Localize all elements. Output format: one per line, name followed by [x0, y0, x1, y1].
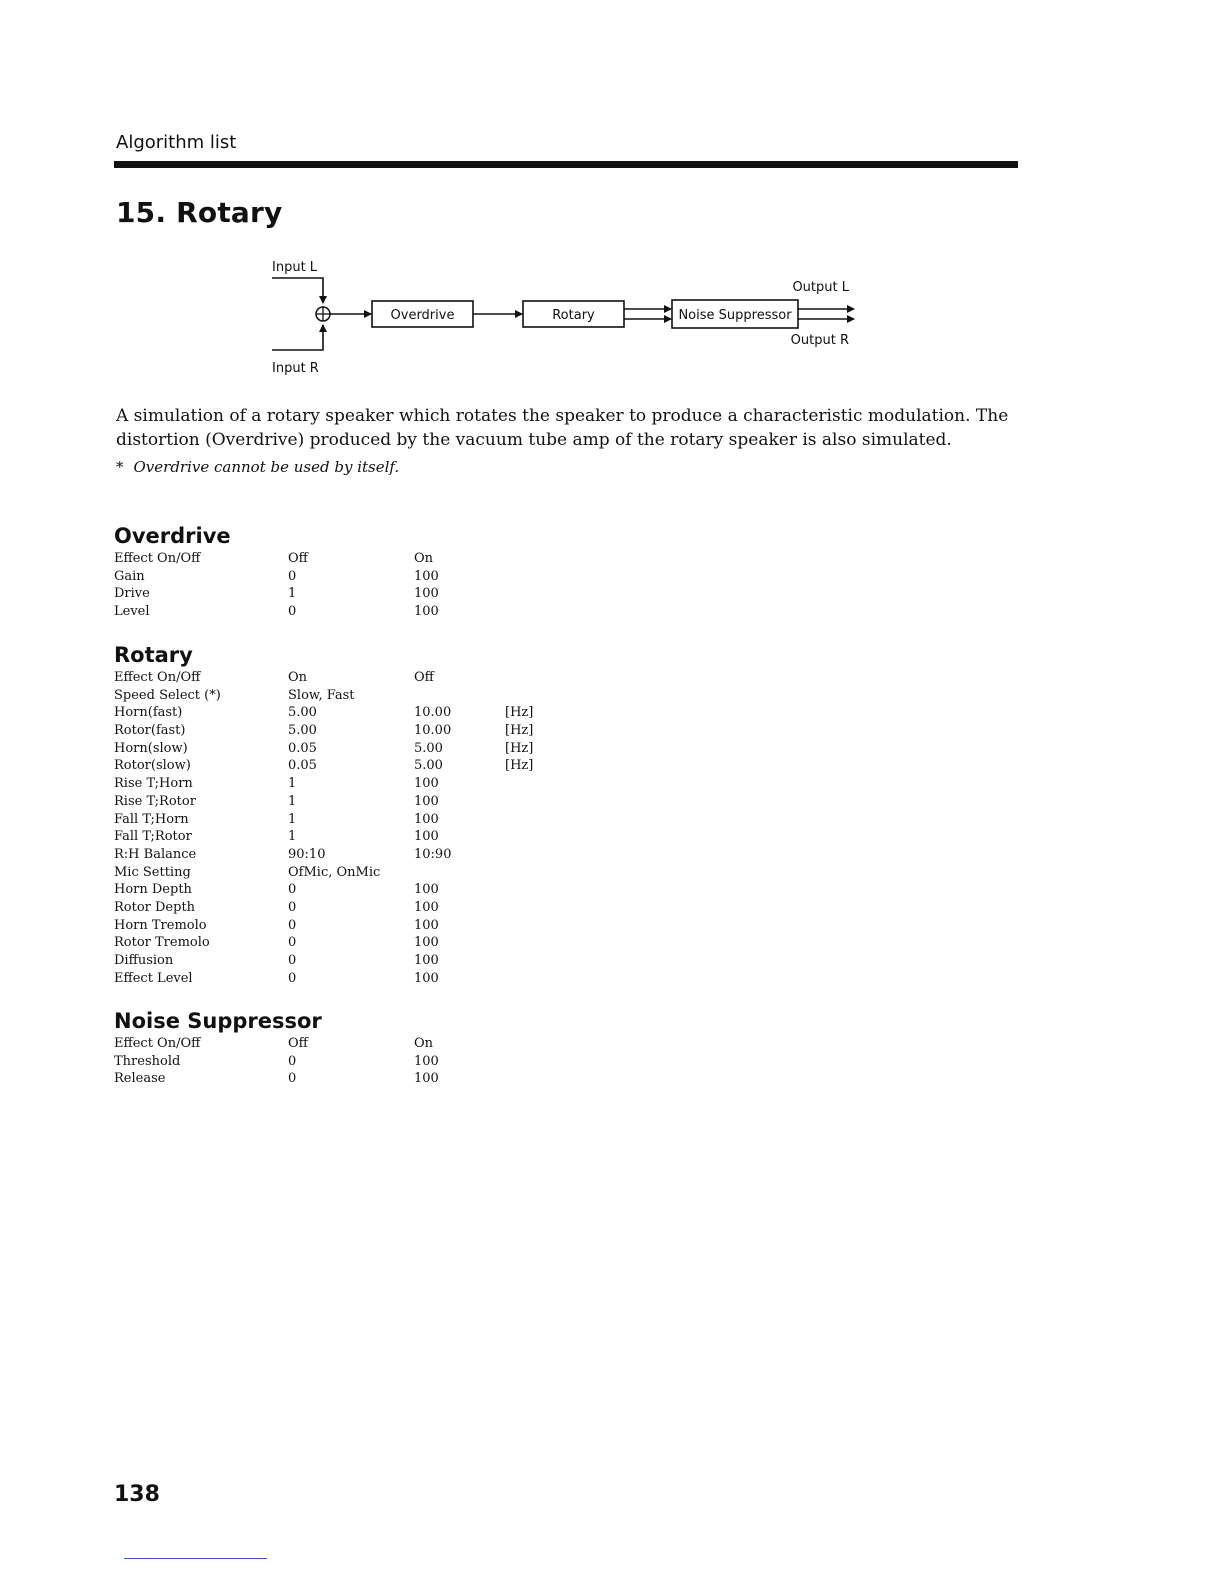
param-min: 0: [288, 935, 297, 951]
param-max: 100: [414, 899, 439, 915]
param-name: Speed Select (*): [114, 687, 221, 703]
param-max: 5.00: [414, 758, 443, 774]
param-min: 1: [288, 829, 297, 845]
param-name: Mic Setting: [114, 864, 191, 880]
param-name: Rise T;Horn: [114, 776, 193, 792]
param-row: [114, 1053, 439, 1071]
param-name: Effect On/Off: [114, 670, 201, 685]
param-row: [114, 846, 452, 864]
param-max: 100: [414, 811, 439, 827]
page-title: 15. Rotary: [116, 196, 283, 229]
param-row: [114, 881, 439, 899]
param-unit: [Hz]: [505, 758, 534, 774]
param-min: 0: [288, 953, 297, 968]
param-min: 0: [288, 1053, 297, 1069]
param-max: 100: [414, 970, 439, 986]
param-row: [114, 899, 439, 917]
param-unit: [Hz]: [505, 723, 534, 739]
param-name: Diffusion: [114, 953, 174, 968]
section-label: Algorithm list: [116, 132, 237, 153]
param-min: 1: [288, 811, 297, 827]
footer-line: [124, 1558, 267, 1559]
section-title: Overdrive: [114, 524, 231, 548]
output-r-label: Output R: [790, 333, 849, 348]
param-min: On: [288, 670, 308, 685]
rotary-block-label: Rotary: [552, 308, 595, 323]
input-l-label: Input L: [272, 260, 318, 275]
param-min: 1: [288, 793, 297, 809]
output-l-label: Output L: [792, 280, 849, 295]
param-name: Horn(fast): [114, 705, 183, 721]
param-max: 100: [414, 935, 439, 951]
note-text: Overdrive cannot be used by itself.: [133, 458, 400, 476]
param-max: 100: [414, 917, 439, 933]
input-r-label: Input R: [272, 361, 319, 376]
param-name: Rotor Tremolo: [114, 935, 210, 951]
param-max: 100: [414, 604, 439, 620]
param-row: [114, 585, 439, 603]
param-max: 100: [414, 829, 439, 845]
param-row: [114, 740, 534, 758]
param-name: Level: [114, 604, 150, 620]
param-min: 0: [288, 899, 297, 915]
param-row: [114, 934, 439, 952]
param-row: [114, 952, 439, 970]
param-unit: [Hz]: [505, 705, 534, 721]
param-min: 0: [288, 604, 297, 620]
param-name: Rotor Depth: [114, 899, 196, 915]
param-max: Off: [414, 670, 434, 685]
overdrive-block-label: Overdrive: [390, 308, 455, 323]
param-row: [114, 793, 439, 811]
param-name: Effect On/Off: [114, 551, 201, 566]
param-min: 5.00: [288, 705, 317, 721]
param-row: [114, 704, 534, 722]
param-row: [114, 757, 534, 775]
param-max: 100: [414, 793, 439, 809]
param-name: Horn(slow): [114, 740, 188, 756]
param-max: 100: [414, 953, 439, 968]
param-name: Horn Tremolo: [114, 917, 207, 933]
param-name: R:H Balance: [114, 846, 197, 862]
section-overdrive: [114, 524, 439, 621]
param-name: Effect On/Off: [114, 1036, 201, 1051]
param-row: [114, 811, 439, 829]
noise-suppressor-block-label: Noise Suppressor: [678, 308, 792, 323]
param-min: Off: [288, 551, 308, 566]
param-row: [114, 828, 439, 846]
param-min: Off: [288, 1036, 308, 1051]
param-name: Threshold: [114, 1053, 181, 1069]
param-row: [114, 864, 381, 882]
param-max: 100: [414, 882, 439, 898]
param-max: 100: [414, 586, 439, 602]
param-row: [114, 917, 439, 935]
param-max: On: [414, 551, 434, 566]
param-min: 1: [288, 586, 297, 602]
input-r-wire: [272, 325, 323, 350]
param-min: 0: [288, 1071, 297, 1087]
param-name: Horn Depth: [114, 882, 192, 898]
param-unit: [Hz]: [505, 740, 534, 756]
section-rotary: [114, 643, 534, 987]
param-row: [114, 1035, 434, 1053]
param-name: Drive: [114, 586, 150, 602]
param-row: [114, 568, 439, 586]
note: [116, 458, 399, 476]
param-min: Slow, Fast: [288, 687, 355, 703]
param-max: 10:90: [414, 846, 452, 862]
section-title: Rotary: [114, 643, 193, 667]
param-name: Fall T;Rotor: [114, 829, 192, 845]
param-row: [114, 775, 439, 793]
param-max: On: [414, 1036, 434, 1051]
param-row: [114, 669, 434, 687]
param-name: Rotor(slow): [114, 758, 191, 774]
param-min: 0.05: [288, 740, 317, 756]
param-min: 5.00: [288, 723, 317, 739]
param-row: [114, 1070, 439, 1088]
input-l-wire: [272, 278, 323, 303]
param-name: Rise T;Rotor: [114, 793, 196, 809]
param-max: 100: [414, 568, 439, 584]
signal-flow-diagram: [260, 250, 870, 380]
param-name: Gain: [114, 568, 145, 584]
header-rule: [114, 161, 1018, 168]
param-max: 10.00: [414, 705, 452, 721]
section-noise-suppressor: [114, 1009, 439, 1088]
param-min: 0: [288, 568, 297, 584]
param-row: [114, 722, 534, 740]
param-min: OfMic, OnMic: [288, 864, 381, 880]
param-name: Rotor(fast): [114, 723, 186, 739]
note-marker: *: [116, 458, 124, 476]
param-max: 100: [414, 776, 439, 792]
param-min: 0: [288, 970, 297, 986]
mixer-icon: [316, 307, 330, 321]
param-max: 100: [414, 1071, 439, 1087]
page-number: 138: [114, 1482, 160, 1507]
param-row: [114, 687, 355, 705]
description: A simulation of a rotary speaker which rotates the speaker to produce a characteristic modulation. The distortion (Overdrive) produced by the vacuum tube amp of the rotary speaker is also simulated.: [116, 406, 1009, 450]
param-min: 0.05: [288, 758, 317, 774]
param-min: 0: [288, 882, 297, 898]
param-min: 1: [288, 776, 297, 792]
param-min: 0: [288, 917, 297, 933]
param-max: 5.00: [414, 740, 443, 756]
param-row: [114, 603, 439, 621]
param-name: Release: [114, 1071, 166, 1087]
param-name: Fall T;Horn: [114, 811, 189, 827]
param-name: Effect Level: [114, 970, 193, 986]
section-title: Noise Suppressor: [114, 1009, 322, 1033]
param-max: 10.00: [414, 723, 452, 739]
param-min: 90:10: [288, 846, 326, 862]
param-row: [114, 550, 434, 568]
param-max: 100: [414, 1053, 439, 1069]
param-row: [114, 970, 439, 988]
